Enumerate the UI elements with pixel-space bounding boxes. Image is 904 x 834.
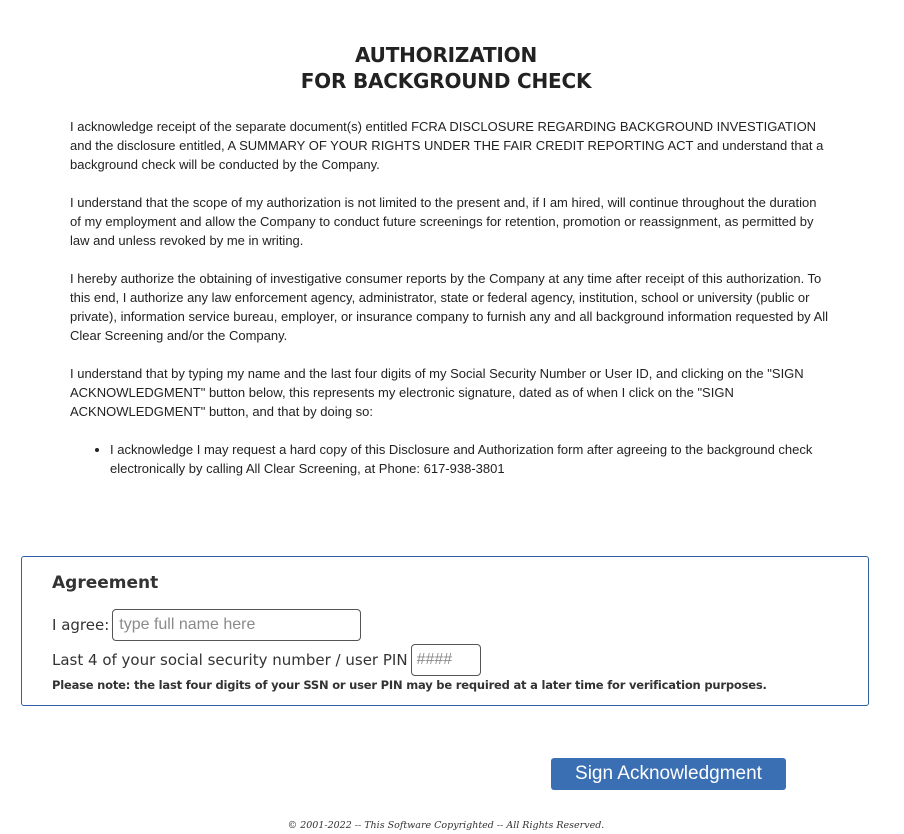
agree-row bbox=[52, 609, 361, 641]
agreement-panel bbox=[21, 556, 869, 706]
agree-label: I agree: bbox=[52, 616, 110, 634]
full-name-input[interactable] bbox=[112, 609, 361, 641]
ssn-pin-input[interactable] bbox=[411, 644, 481, 676]
authorization-text bbox=[70, 117, 830, 478]
paragraph-scope: I understand that the scope of my authorization is not limited to the present and, if I am hired, will continue throughout the duration of my employment and allow the Company to conduct future screenings for retention, promotion or reassignment, as permitted by law and unless revoked by me in writing. bbox=[70, 195, 817, 248]
acknowledgment-list bbox=[70, 440, 830, 478]
paragraph-authorize: I hereby authorize the obtaining of investigative consumer reports by the Company at any time after receipt of this authorization. To this end, I authorize any law enforcement agency, administrator, state or federal agency, institution, school or university (public or private), information service bureau, employer, or insurance company to furnish any and all background information requested by All Clear Screening and/or the Company. bbox=[70, 271, 829, 343]
paragraph-signature: I understand that by typing my name and the last four digits of my Social Security Number or User ID, and clicking on the "SIGN ACKNOWLEDGMENT" button below, this represents my electronic signature, dated as of when I click on the "SIGN ACKNOWLEDGMENT" button, and that by doing so: bbox=[70, 366, 804, 419]
copyright-footer: © 2001-2022 -- This Software Copyrighted -- All Rights Reserved. bbox=[287, 820, 605, 831]
verification-note: Please note: the last four digits of your SSN or user PIN may be required at a later time for verification purposes. bbox=[52, 678, 767, 692]
paragraph-receipt: I acknowledge receipt of the separate document(s) entitled FCRA DISCLOSURE REGARDING BACKGROUND INVESTIGATION and the disclosure entitled, A SUMMARY OF YOUR RIGHTS UNDER THE FAIR CREDIT REPORTING ACT and understand that a background check will be conducted by the Company. bbox=[70, 119, 824, 172]
page-title-line1: AUTHORIZATION bbox=[355, 43, 537, 67]
list-item: • I acknowledge I may request a hard copy of this Disclosure and Authorization form after agreeing to the background check electronically by calling All Clear Screening, at Phone: 617-938-3801 bbox=[110, 440, 830, 478]
page-title bbox=[0, 42, 892, 94]
ssn-label: Last 4 of your social security number / user PIN bbox=[52, 651, 408, 669]
sign-acknowledgment-button[interactable]: Sign Acknowledgment bbox=[551, 758, 786, 790]
ssn-row bbox=[52, 644, 481, 676]
page-title-line2: FOR BACKGROUND CHECK bbox=[300, 69, 592, 93]
agreement-heading: Agreement bbox=[52, 573, 159, 593]
